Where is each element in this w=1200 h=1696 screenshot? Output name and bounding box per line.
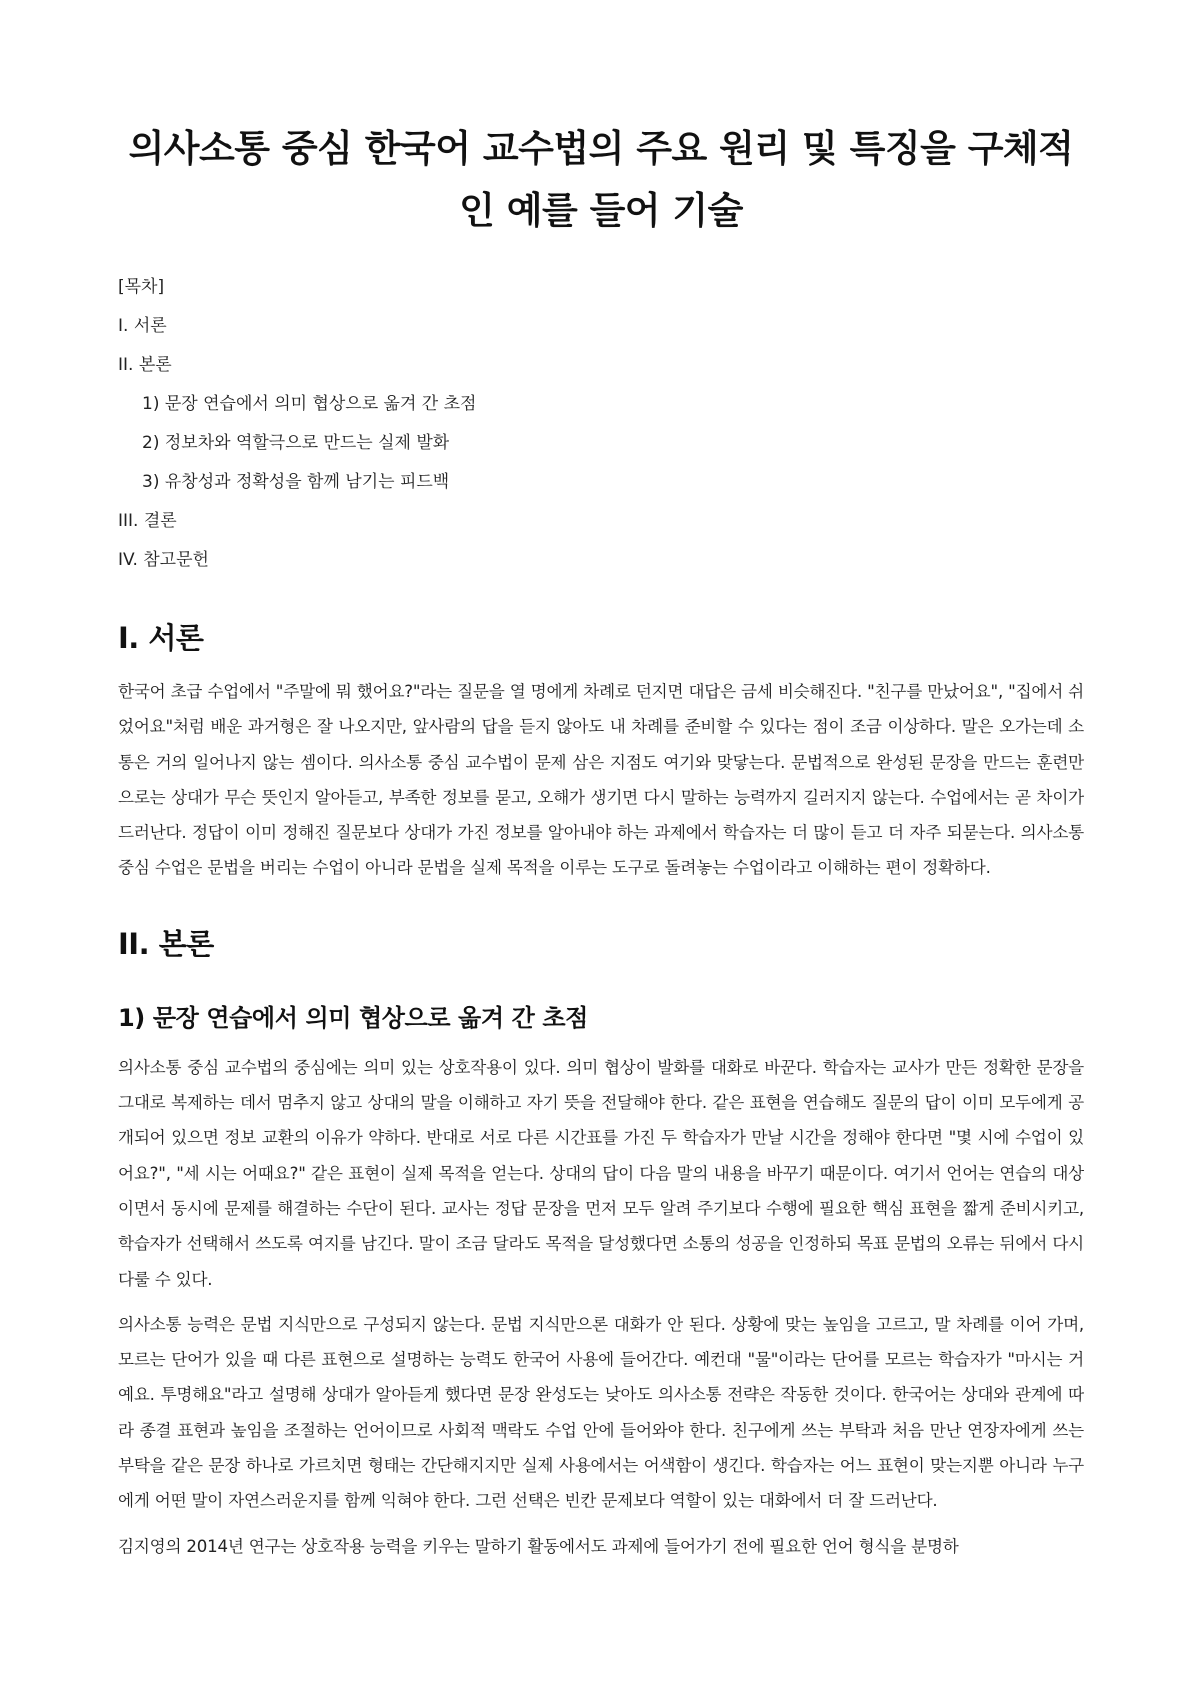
body-paragraph: 의사소통 중심 교수법의 중심에는 의미 있는 상호작용이 있다. 의미 협상이 발화를 대화로 바꾼다. 학습자는 교사가 만든 정확한 문장을 그대로 복제하는 데서 멈추지 않고 상대의 말을 이해하고 자기 뜻을 전달해야 한다. 같은 표현을 연습해도 질문의 답이 이미 모두에게 공개되어 있으면 정보 교환의 이유가 약하다. 반대로 서로 다른 시간표를 가진 두 학습자가 만날 시간을 정해야 한다면 "몇 시에 수업이 있어요?", "세 시는 어때요?" 같은 표현이 실제 목적을 얻는다. 상대의 답이 다음 말의 내용을 바꾸기 때문이다. 여기서 언어는 연습의 대상이면서 동시에 문제를 해결하는 수단이 된다. 교사는 정답 문장을 먼저 모두 알려 주기보다 수행에 필요한 핵심 표현을 짧게 준비시키고, 학습자가 선택해서 쓰도록 여지를 남긴다. 말이 조금 달라도 목적을 달성했다면 소통의 성공을 인정하되 목표 문법의 오류는 뒤에서 다시 다룰 수 있다.: [118, 1057, 1084, 1289]
document-title: 의사소통 중심 한국어 교수법의 주요 원리 및 특징을 구체적인 예를 들어 기술: [128, 127, 1074, 232]
toc-heading: [목차]: [118, 277, 165, 297]
toc-item-intro: I. 서론: [118, 316, 167, 336]
toc-item-body-2: 2) 정보차와 역할극으로 만드는 실제 발화: [142, 433, 450, 453]
subsection-heading-1: 1) 문장 연습에서 의미 협상으로 옮겨 간 초점: [118, 1003, 588, 1032]
toc-item-body: II. 본론: [118, 355, 172, 375]
document-page: [118, 0, 1084, 1574]
table-of-contents: [118, 268, 1084, 580]
body-paragraph: 의사소통 능력은 문법 지식만으로 구성되지 않는다. 문법 지식만으론 대화가 안 된다. 상황에 맞는 높임을 고르고, 말 차례를 이어 가며, 모르는 단어가 있을 때 다른 표현으로 설명하는 능력도 한국어 사용에 들어간다. 예컨대 "물"이라는 단어를 모르는 학습자가 "마시는 거예요. 투명해요"라고 설명해 상대가 알아듣게 했다면 문장 완성도는 낮아도 의사소통 전략은 작동한 것이다. 한국어는 상대와 관계에 따라 종결 표현과 높임을 조절하는 언어이므로 사회적 맥락도 수업 안에 들어와야 한다. 친구에게 쓰는 부탁과 처음 만난 연장자에게 쓰는 부탁을 같은 문장 하나로 가르치면 형태는 간단해지지만 실제 사용에서는 어색함이 생긴다. 학습자는 어느 표현이 맞는지뿐 아니라 누구에게 어떤 말이 자연스러운지를 함께 익혀야 한다. 그런 선택은 빈칸 문제보다 역할이 있는 대화에서 더 잘 드러난다.: [118, 1314, 1084, 1511]
section-heading-intro: I. 서론: [118, 621, 204, 655]
toc-item-body-1: 1) 문장 연습에서 의미 협상으로 옮겨 간 초점: [142, 394, 477, 414]
toc-item-references: IV. 참고문헌: [118, 550, 209, 570]
toc-item-conclusion: III. 결론: [118, 511, 177, 531]
body-paragraph: 김지영의 2014년 연구는 상호작용 능력을 키우는 말하기 활동에서도 과제에 들어가기 전에 필요한 언어 형식을 분명하: [118, 1536, 959, 1556]
intro-paragraph: 한국어 초급 수업에서 "주말에 뭐 했어요?"라는 질문을 열 명에게 차례로 던지면 대답은 금세 비슷해진다. "친구를 만났어요", "집에서 쉬었어요"처럼 배운 과거형은 잘 나오지만, 앞사람의 답을 듣지 않아도 내 차례를 준비할 수 있다는 점이 조금 이상하다. 말은 오가는데 소통은 거의 일어나지 않는 셈이다. 의사소통 중심 교수법이 문제 삼은 지점도 여기와 맞닿는다. 문법적으로 완성된 문장을 만드는 훈련만으로는 상대가 무슨 뜻인지 알아듣고, 부족한 정보를 묻고, 오해가 생기면 다시 말하는 능력까지 길러지지 않는다. 수업에서는 곧 차이가 드러난다. 정답이 이미 정해진 질문보다 상대가 가진 정보를 알아내야 하는 과제에서 학습자는 더 많이 듣고 더 자주 되묻는다. 의사소통 중심 수업은 문법을 버리는 수업이 아니라 문법을 실제 목적을 이루는 도구로 돌려놓는 수업이라고 이해하는 편이 정확하다.: [118, 682, 1084, 878]
toc-item-body-3: 3) 유창성과 정확성을 함께 남기는 피드백: [142, 472, 450, 492]
section-heading-body: II. 본론: [118, 926, 214, 961]
